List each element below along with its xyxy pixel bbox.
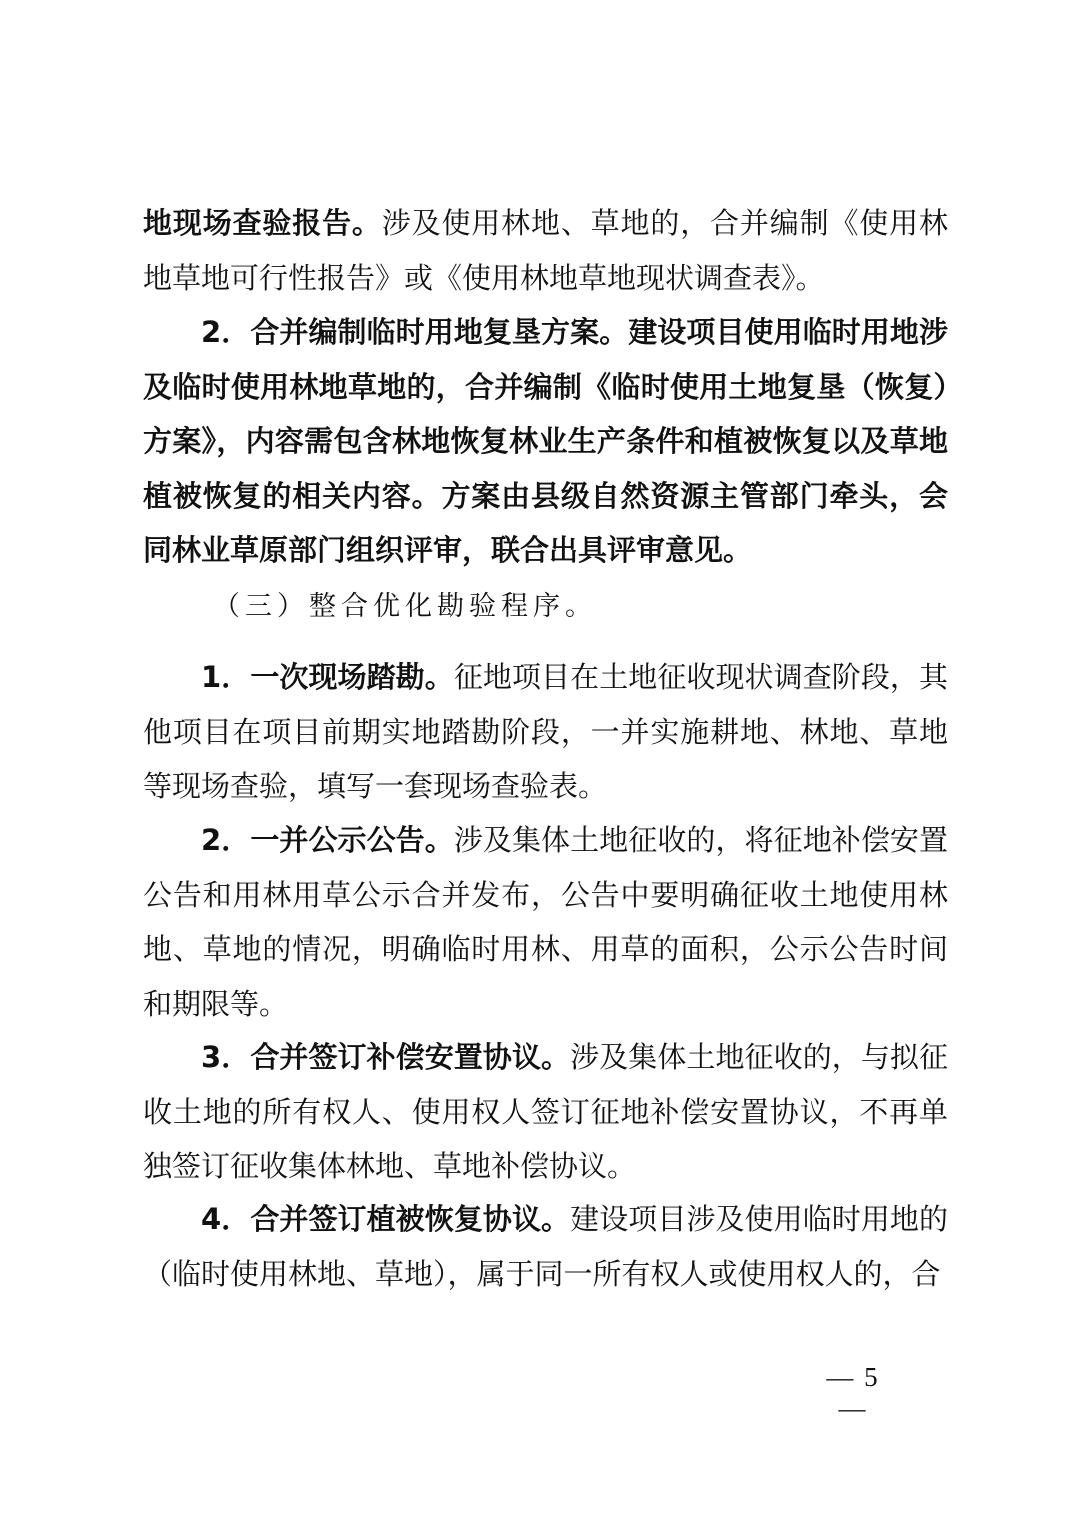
paragraph-lead: 4．合并签订植被恢复协议。: [201, 1202, 571, 1236]
paragraph-public-notice: [143, 813, 948, 1031]
page-number: — 5 —: [826, 1362, 880, 1423]
paragraph-compensation-agreement: [143, 1030, 948, 1194]
paragraph-body: 涉及集体土地征收的，与拟征收土地的所有权人、使用权人签订征地补偿安置协议，不再单独签订征收集体林地、草地补偿协议。: [143, 1040, 948, 1183]
paragraph-reclamation-plan: [143, 305, 948, 578]
paragraph-body: 涉及使用林地、草地的，合并编制《使用林地草地可行性报告》或《使用林地草地现状调查表》。: [143, 206, 948, 295]
paragraph-vegetation-agreement: [143, 1192, 948, 1301]
paragraph-lead: 2．合并编制临时用地复垦方案。建设项目使用临时用地涉及临时使用林地草地的，合并编制《临时使用土地复垦（恢复）方案》，内容需包含林地恢复林业生产条件和植被恢复以及草地植被恢复的相关内容。方案由县级自然资源主管部门牵头，会同林业草原部门组织评审，联合出具评审意见。: [143, 315, 948, 567]
paragraph-body: 涉及集体土地征收的，将征地补偿安置公告和用林用草公示合并发布，公告中要明确征收土地使用林地、草地的情况，明确临时用林、用草的面积，公示公告时间和期限等。: [143, 823, 948, 1021]
paragraph-lead: 3．合并签订补偿安置协议。: [201, 1040, 571, 1074]
paragraph-body: 征地项目在土地征收现状调查阶段，其他项目在项目前期实地踏勘阶段，一并实施耕地、林地、草地等现场查验，填写一套现场查验表。: [143, 660, 948, 803]
paragraph-report-merge: [143, 196, 948, 305]
paragraph-lead: 1．一次现场踏勘。: [201, 660, 454, 694]
paragraph-body: 建设项目涉及使用临时用地的（临时使用林地、草地），属于同一所有权人或使用权人的，合: [143, 1202, 948, 1291]
paragraph-site-survey: [143, 650, 948, 814]
section-heading: （三）整合优化勘验程序。: [213, 591, 597, 622]
paragraph-lead: 2．一并公示公告。: [201, 823, 454, 857]
paragraph-lead: 地现场查验报告。: [143, 206, 382, 240]
